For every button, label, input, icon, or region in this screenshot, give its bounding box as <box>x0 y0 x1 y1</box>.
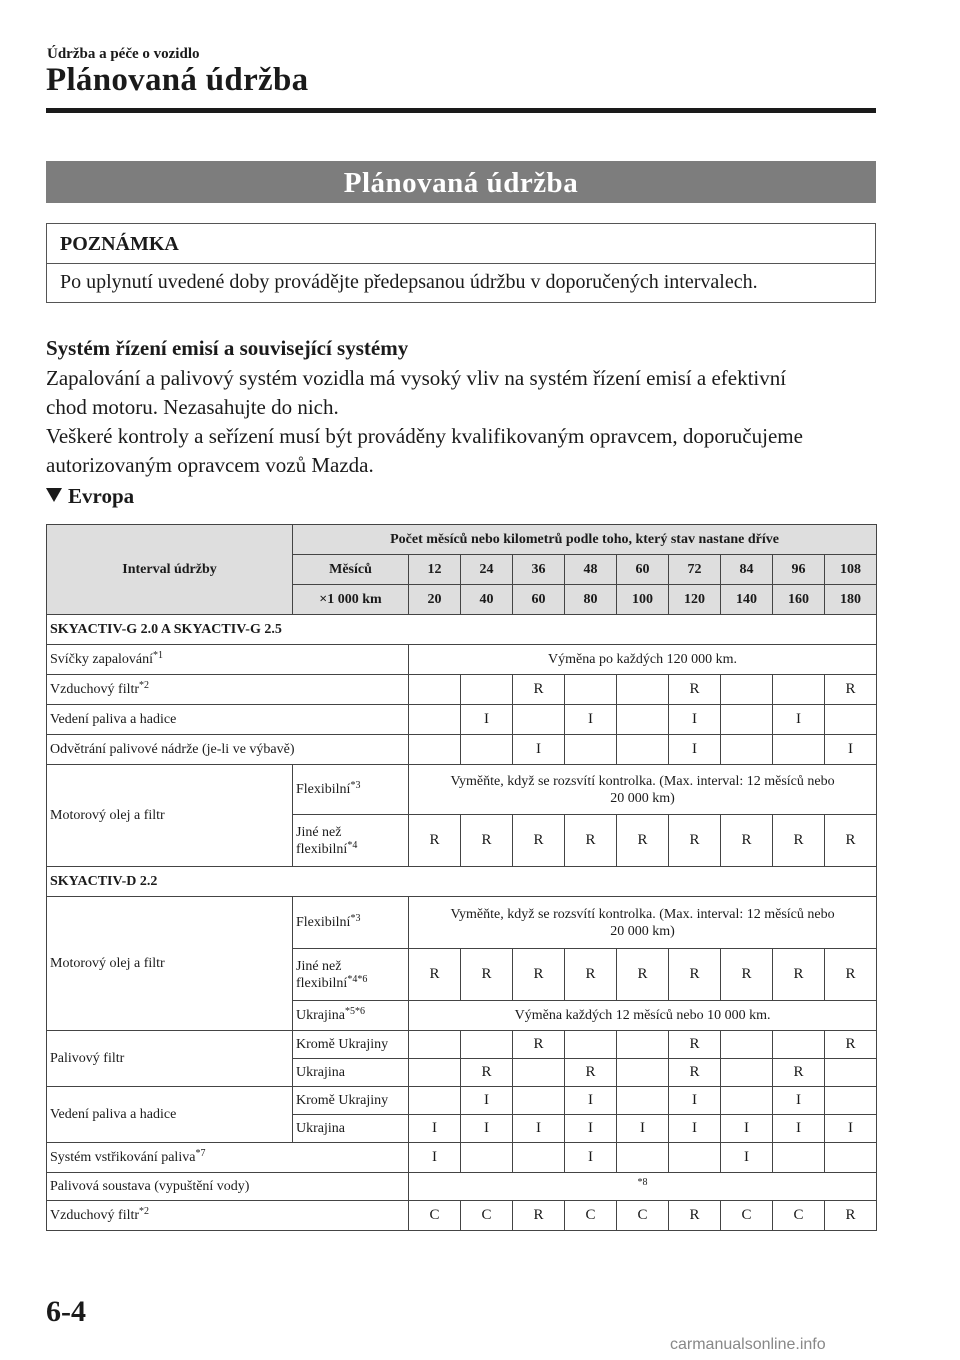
km-cell: 40 <box>461 585 513 615</box>
interval-cell: R <box>513 1031 565 1059</box>
interval-cell: I <box>513 735 565 765</box>
interval-cell: I <box>669 1087 721 1115</box>
sub-text: Jiné než <box>296 958 342 974</box>
interval-cell <box>773 735 825 765</box>
interval-cell: R <box>825 675 877 705</box>
item-text: Vzduchový filtr <box>50 1208 140 1223</box>
note-line: Vyměňte, když se rozsvítí kontrolka. (Max. interval: 12 měsíců nebo <box>450 773 835 789</box>
month-cell: 36 <box>513 555 565 585</box>
interval-cell <box>565 675 617 705</box>
interval-cell <box>409 1059 461 1087</box>
month-cell: 72 <box>669 555 721 585</box>
item-label: Motorový olej a filtr <box>47 765 293 867</box>
interval-cell: R <box>825 949 877 1001</box>
interval-cell: R <box>669 949 721 1001</box>
interval-cell: I <box>721 1143 773 1173</box>
interval-header: Interval údržby <box>47 525 293 615</box>
paragraph-line: Zapalování a palivový systém vozidla má vysoký vliv na systém řízení emisí a efektivní <box>46 366 787 390</box>
footnote-ref: *7 <box>195 1148 206 1159</box>
note-line: 20 000 km) <box>610 790 675 806</box>
month-cell: 48 <box>565 555 617 585</box>
interval-cell <box>721 1031 773 1059</box>
sub-text: Ukrajina <box>296 1008 345 1023</box>
interval-cell: R <box>669 1201 721 1231</box>
watermark: carmanualsonline.info <box>670 1336 826 1353</box>
interval-cell: I <box>565 1143 617 1173</box>
section-banner: Plánovaná údržba <box>46 161 876 203</box>
note-title: POZNÁMKA <box>60 233 179 255</box>
interval-note: Výměna po každých 120 000 km. <box>409 645 877 675</box>
month-cell: 84 <box>721 555 773 585</box>
item-label <box>47 645 409 675</box>
footnote-ref: *5*6 <box>344 1006 365 1017</box>
interval-cell: R <box>669 815 721 867</box>
interval-cell <box>617 1059 669 1087</box>
interval-cell: C <box>461 1201 513 1231</box>
section-row-title: SKYACTIV-D 2.2 <box>47 867 877 897</box>
month-cell: 96 <box>773 555 825 585</box>
paragraph-line: Veškeré kontroly a seřízení musí být prováděny kvalifikovaným opravcem, doporučujeme <box>46 424 803 448</box>
interval-cell: R <box>773 1059 825 1087</box>
sub-label <box>293 815 409 867</box>
interval-cell: I <box>773 1115 825 1143</box>
interval-cell: R <box>513 815 565 867</box>
month-cell: 12 <box>409 555 461 585</box>
interval-cell: R <box>409 815 461 867</box>
footnote-ref: *1 <box>153 650 164 661</box>
interval-cell: R <box>825 815 877 867</box>
page-title: Plánovaná údržba <box>46 62 309 98</box>
interval-cell: R <box>825 1201 877 1231</box>
title-rule <box>46 108 876 113</box>
interval-cell <box>617 735 669 765</box>
footnote-ref: *2 <box>139 680 150 691</box>
interval-cell: I <box>565 1087 617 1115</box>
interval-cell: R <box>461 1059 513 1087</box>
interval-cell: I <box>825 1115 877 1143</box>
interval-cell <box>721 675 773 705</box>
maintenance-table <box>46 524 877 1231</box>
interval-cell <box>825 705 877 735</box>
paragraph-line: chod motoru. Nezasahujte do nich. <box>46 395 339 419</box>
interval-cell: I <box>461 705 513 735</box>
km-cell: 100 <box>617 585 669 615</box>
interval-cell: I <box>773 1087 825 1115</box>
item-label: Vedení paliva a hadice <box>47 1087 293 1143</box>
maintenance-table-wrapper <box>46 524 876 1231</box>
months-label: Měsíců <box>293 555 409 585</box>
interval-cell: R <box>669 675 721 705</box>
interval-cell: I <box>669 1115 721 1143</box>
interval-cell: R <box>721 815 773 867</box>
section-heading: Systém řízení emisí a související systémy <box>46 336 409 360</box>
footnote-ref: *3 <box>350 780 361 791</box>
note-box <box>46 223 876 303</box>
interval-cell <box>461 735 513 765</box>
interval-cell <box>825 1143 877 1173</box>
page-number: 6-4 <box>46 1295 86 1328</box>
interval-cell: R <box>773 949 825 1001</box>
interval-cell <box>409 1087 461 1115</box>
note-line: Vyměňte, když se rozsvítí kontrolka. (Max. interval: 12 měsíců nebo <box>450 906 835 922</box>
sub-text: Flexibilní <box>296 915 351 930</box>
sub-text: flexibilní <box>296 975 348 991</box>
interval-cell <box>721 705 773 735</box>
interval-cell: R <box>409 949 461 1001</box>
interval-cell <box>773 1143 825 1173</box>
item-text: Systém vstřikování paliva <box>50 1150 196 1165</box>
region-heading <box>46 484 134 509</box>
interval-cell <box>461 675 513 705</box>
footnote-ref: *2 <box>139 1206 150 1217</box>
interval-cell: R <box>669 1031 721 1059</box>
interval-cell <box>617 1031 669 1059</box>
interval-cell: R <box>461 949 513 1001</box>
interval-cell: I <box>721 1115 773 1143</box>
item-label: Palivový filtr <box>47 1031 293 1087</box>
interval-cell <box>565 1031 617 1059</box>
km-cell: 20 <box>409 585 461 615</box>
interval-cell: R <box>617 949 669 1001</box>
interval-cell: C <box>617 1201 669 1231</box>
month-cell: 24 <box>461 555 513 585</box>
interval-cell <box>565 735 617 765</box>
interval-cell <box>721 735 773 765</box>
km-label: ×1 000 km <box>293 585 409 615</box>
interval-cell <box>409 675 461 705</box>
interval-cell: R <box>565 949 617 1001</box>
sub-label: Kromě Ukrajiny <box>293 1087 409 1115</box>
interval-cell: I <box>669 735 721 765</box>
interval-cell <box>513 705 565 735</box>
interval-cell: C <box>773 1201 825 1231</box>
footnote-ref: *8 <box>637 1177 648 1188</box>
interval-cell: I <box>461 1115 513 1143</box>
interval-cell: R <box>669 1059 721 1087</box>
interval-cell <box>617 1087 669 1115</box>
triangle-down-icon <box>46 488 62 502</box>
interval-cell <box>721 1059 773 1087</box>
interval-note <box>409 1173 877 1201</box>
interval-cell <box>513 1059 565 1087</box>
interval-cell: C <box>409 1201 461 1231</box>
note-line: 20 000 km) <box>610 923 675 939</box>
sub-label <box>293 949 409 1001</box>
interval-cell <box>409 735 461 765</box>
region-label: Evropa <box>68 484 135 508</box>
item-text: Svíčky zapalování <box>50 652 154 667</box>
sub-label: Ukrajina <box>293 1115 409 1143</box>
period-header: Počet měsíců nebo kilometrů podle toho, který stav nastane dříve <box>293 525 877 555</box>
interval-cell: I <box>409 1115 461 1143</box>
interval-note <box>409 897 877 949</box>
item-label: Odvětrání palivové nádrže (je-li ve výbavě) <box>47 735 409 765</box>
interval-cell: R <box>721 949 773 1001</box>
sub-text: Jiné než <box>296 824 342 840</box>
interval-cell <box>461 1031 513 1059</box>
km-cell: 160 <box>773 585 825 615</box>
interval-cell: R <box>617 815 669 867</box>
interval-cell: C <box>565 1201 617 1231</box>
item-label <box>47 675 409 705</box>
interval-cell <box>617 675 669 705</box>
interval-cell: R <box>513 949 565 1001</box>
interval-cell <box>773 1031 825 1059</box>
interval-cell <box>409 705 461 735</box>
footnote-ref: *4 <box>347 839 358 851</box>
item-label: Motorový olej a filtr <box>47 897 293 1031</box>
sub-label <box>293 897 409 949</box>
item-label: Vedení paliva a hadice <box>47 705 409 735</box>
item-label <box>47 1143 409 1173</box>
interval-cell: R <box>773 815 825 867</box>
sub-text: flexibilní <box>296 841 348 857</box>
interval-cell <box>825 1059 877 1087</box>
interval-cell <box>773 675 825 705</box>
interval-cell <box>513 1143 565 1173</box>
interval-cell: I <box>409 1143 461 1173</box>
interval-cell: I <box>565 705 617 735</box>
paragraph-line: autorizovaným opravcem vozů Mazda. <box>46 453 374 477</box>
km-cell: 140 <box>721 585 773 615</box>
km-cell: 120 <box>669 585 721 615</box>
interval-cell: C <box>721 1201 773 1231</box>
km-cell: 60 <box>513 585 565 615</box>
interval-cell <box>825 1087 877 1115</box>
interval-cell <box>617 705 669 735</box>
interval-cell: I <box>565 1115 617 1143</box>
sub-label: Kromě Ukrajiny <box>293 1031 409 1059</box>
interval-cell: R <box>825 1031 877 1059</box>
interval-cell: I <box>617 1115 669 1143</box>
interval-cell <box>409 1031 461 1059</box>
month-cell: 60 <box>617 555 669 585</box>
note-text: Po uplynutí uvedené doby provádějte předepsanou údržbu v doporučených intervalech. <box>60 271 758 293</box>
interval-cell <box>513 1087 565 1115</box>
sub-label: Ukrajina <box>293 1059 409 1087</box>
interval-cell: I <box>669 705 721 735</box>
breadcrumb: Údržba a péče o vozidlo <box>47 46 200 62</box>
note-divider <box>47 263 875 264</box>
interval-cell: R <box>565 815 617 867</box>
interval-cell <box>461 1143 513 1173</box>
sub-label <box>293 1001 409 1031</box>
footnote-ref: *4*6 <box>347 973 368 985</box>
footnote-ref: *3 <box>350 913 361 924</box>
interval-cell: I <box>461 1087 513 1115</box>
item-label: Palivová soustava (vypuštění vody) <box>47 1173 409 1201</box>
interval-cell <box>721 1087 773 1115</box>
km-cell: 80 <box>565 585 617 615</box>
interval-cell: I <box>773 705 825 735</box>
sub-text: Flexibilní <box>296 782 351 797</box>
interval-cell: I <box>825 735 877 765</box>
month-cell: 108 <box>825 555 877 585</box>
interval-cell: I <box>513 1115 565 1143</box>
item-text: Vzduchový filtr <box>50 682 140 697</box>
interval-note: Výměna každých 12 měsíců nebo 10 000 km. <box>409 1001 877 1031</box>
interval-cell: R <box>461 815 513 867</box>
item-label <box>47 1201 409 1231</box>
interval-cell: R <box>565 1059 617 1087</box>
km-cell: 180 <box>825 585 877 615</box>
interval-cell: R <box>513 1201 565 1231</box>
sub-label <box>293 765 409 815</box>
interval-cell: R <box>513 675 565 705</box>
interval-cell <box>669 1143 721 1173</box>
interval-cell <box>617 1143 669 1173</box>
section-row-title: SKYACTIV-G 2.0 A SKYACTIV-G 2.5 <box>47 615 877 645</box>
interval-note <box>409 765 877 815</box>
